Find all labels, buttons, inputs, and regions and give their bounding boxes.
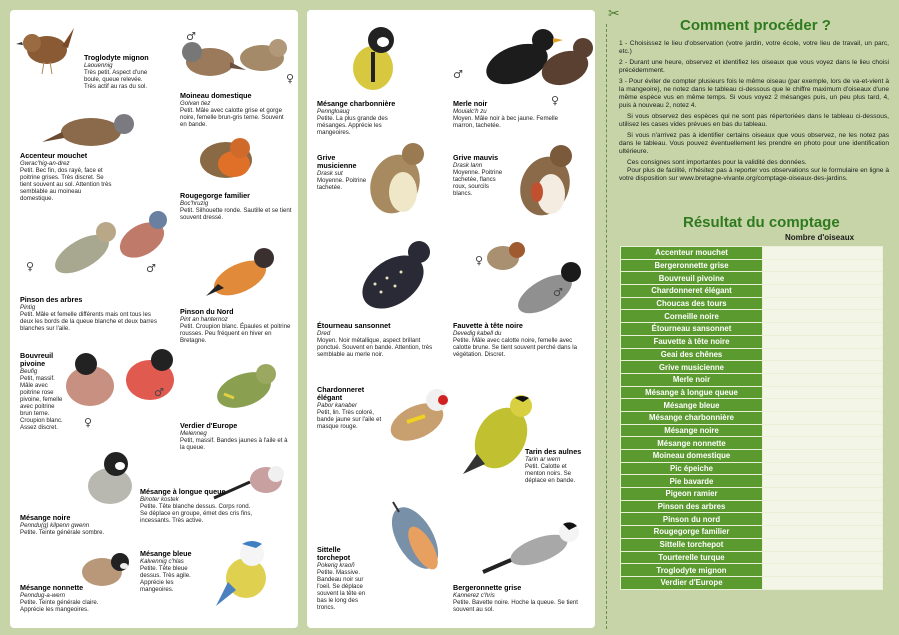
scissors-icon: ✂: [608, 6, 620, 22]
tally-species-label: Étourneau sansonnet: [621, 323, 763, 336]
tally-row: [621, 576, 883, 589]
tally-species-label: Moineau domestique: [621, 450, 763, 463]
species-page-2: Mésange charbonnière Penngloaug Petite. La plus grande des mésanges. Apprécie les mangeoires. ♂ ♀ Merle noir Mouialc'h zu Moyen. Mâle noir à bec jaune. Femelle marron, tachetée. Grive musicienne Drask sut Moyenne. Poitrine tachetée. Grive mauvis Drask lann Moyenne. Poitrine tachetée, flancs roux, sourcils blancs. Étourneau sansonnet Dred Moyen. Noir métallique, aspect brillant ponctué. Souvent en bande. Attention, très semblable au merle noir. ♀ ♂ Fauvette à tête noire Devedig kabell du Petite. Mâle avec calotte noire, femelle avec calotte brune. Se tient souvent perché dans la végétation. Discret. Chardonneret élégant Pabor kanaber Petit, lin. Très coloré, bande jaune sur l'aile et masque rouge. Tarin des aulnes Tarin ar wern Petit. Calotte et menton noirs. Se déplace en bande. Sittelle torchepot Pokerig kraoñ Petite. Massive. Bandeau noir sur l'oeil. Se déplace souvent la tête en bas le long des troncs. Bergeronnette grise Kannerez c'hris Petite. Bavette noire. Hoche la queue. Se tient souvent au sol.: [307, 10, 595, 628]
tally-row: [621, 272, 883, 285]
tally-species-label: Sittelle torchepot: [621, 538, 763, 551]
count-column-header: Nombre d'oiseaux: [785, 233, 855, 242]
procedure-note-1: Si vous observez des espèces qui ne sont pas répertoriées dans le tableau ci-dessous, utilisez les cases vides prévues en bas du tableau.: [619, 113, 889, 128]
bouvreuil-illustration: [50, 336, 182, 426]
tally-count-cell[interactable]: [763, 564, 883, 577]
species-bergeronnette: Bergeronnette grise Kannerez c'hris Petite. Bavette noire. Hoche la queue. Se tient souvent au sol.: [453, 583, 579, 613]
species-pinson-nord: Pinson du Nord Pint an hanternoz Petit. Croupion blanc. Épaules et poitrine rousses. Peu fréquent en hiver en Bretagne.: [180, 307, 291, 344]
species-troglodyte: Troglodyte mignon Laouennig Très petit. Aspect d'une boule, queue relevée. Très actif au ras du sol.: [84, 53, 149, 90]
tally-count-cell[interactable]: [763, 462, 883, 475]
tally-species-label: Pigeon ramier: [621, 488, 763, 501]
tally-row: [621, 500, 883, 513]
tally-row: [621, 538, 883, 551]
species-chardonneret: Chardonneret élégant Pabor kanaber Petit, lin. Très coloré, bande jaune sur l'aile et masque rouge.: [317, 385, 382, 430]
tally-species-label: Merle noir: [621, 373, 763, 386]
tally-row: [621, 373, 883, 386]
tally-row: [621, 564, 883, 577]
species-grive-musicienne: Grive musicienne Drask sut Moyenne. Poitrine tachetée.: [317, 153, 367, 191]
tally-species-label: Choucas des tours: [621, 297, 763, 310]
procedure-note-4: Pour plus de facilité, n'hésitez pas à reporter vos observations sur le formulaire en ligne à votre disposition sur www.bretagne-vivante.org/comptage-oiseaux-des-jardins.: [619, 167, 889, 182]
species-charbonniere: Mésange charbonnière Penngloaug Petite. La plus grande des mésanges. Apprécie les mangeoires.: [317, 99, 396, 136]
species-mesange-bleue: Mésange bleue Kalvennig c'hlas Petite. Tête bleue dessus. Très agile. Apprécie les mangeoires.: [140, 549, 192, 593]
species-moineau: Moineau domestique Golvan tiez Petit. Mâle avec calotte grise et gorge noire, femelle brun-gris terne. Souvent en bande.: [180, 91, 284, 128]
tally-species-label: Pinson du nord: [621, 513, 763, 526]
species-longue-queue: Mésange à longue queue Binoter kostek Petite. Tête blanche dessus. Corps rond. Se déplace en groupe, émet des cris fins, incessants. Très active.: [140, 487, 253, 524]
verdier-illustration: [204, 358, 288, 416]
tally-count-cell[interactable]: [763, 411, 883, 424]
bergeronnette-illustration: [479, 510, 589, 590]
tally-species-label: Mésange bleue: [621, 399, 763, 412]
species-grive-mauvis: Grive mauvis Drask lann Moyenne. Poitrine tachetée, flancs roux, sourcils blancs.: [453, 153, 503, 197]
tally-count-cell[interactable]: [763, 272, 883, 285]
tally-row: [621, 348, 883, 361]
procedure-step-2: 2 - Durant une heure, observez et identifiez les oiseaux que vous voyez dans le lieu choisi précédemment.: [619, 59, 889, 74]
tally-count-cell[interactable]: [763, 386, 883, 399]
charbonniere-illustration: [335, 18, 415, 98]
tally-row: [621, 310, 883, 323]
procedure-step-1: 1 - Choisissez le lieu d'observation (votre jardin, votre école, votre lieu de travail, un parc, etc.): [619, 40, 889, 55]
mesange-noire-illustration: [68, 442, 148, 518]
rougegorge-illustration: [182, 128, 266, 188]
species-accenteur: Accenteur mouchet Gwrac'hig-an-drez Petit. Bec fin, dos rayé, face et poitrine grises. Très discret. Se tient souvent au sol. Attention très semblable au moineau domestique.: [20, 151, 112, 202]
pinson-nord-illustration: [200, 238, 286, 308]
species-page-1: Troglodyte mignon Laouennig Très petit. Aspect d'une boule, queue relevée. Très actif au ras du sol. ♂ ♀ Moineau domestique Golvan tiez Petit. Mâle avec calotte grise et gorge noire, femelle brun-gris terne. Souvent en bande. Accenteur mouchet Gwrac'hig-an-drez Petit. Bec fin, dos rayé, face et poitrine grises. Très discret. Se tient souvent au sol. Attention très semblable au moineau domestique. Rougegorge familier Boc'hruzig Petit. Silhouette ronde. Sautille et se tient souvent dressé. ♀ ♂ Pinson des arbres Pintig Petit. Mâle et femelle différents mais ont tous les deux les bords de la queue blanche et deux barres blanches sur l'aile. Pinson du Nord Pint an hanternoz Petit. Croupion blanc. Épaules et poitrine rousses. Peu fréquent en hiver en Bretagne. ♀ ♂ Bouvreuil pivoine Beufig Petit, massif. Mâle avec poitrine rose pivoine, femelle avec poitrine brun terne. Croupion blanc. Assez discret. Verdier d'Europe Melenneg Petit, massif. Bandes jaunes à l'aile et à la queue. Mésange noire Penndu(g) kilpenn gwenn Petite. Teinte générale sombre. Mésange à longue queue Binoter kostek Petite. Tête blanche dessus. Corps rond. Se déplace en groupe, émet des cris fins, incessants. Très active. Mésange bleue Kalvennig c'hlas Petite. Tête bleue dessus. Très agile. Apprécie les mangeoires. Mésange nonnette Penndug-a-wern Petite. Teinte générale claire. Apprécie les mangeoires.: [10, 10, 298, 628]
procedure-note-2: Si vous n'arrivez pas à identifier certains oiseaux que vous observez, ne les notez pas dans le tableau. Vous pouvez éventuellement les prendre en photo pour une identification ultérieure.: [619, 132, 889, 155]
tally-species-label: Mésange charbonnière: [621, 411, 763, 424]
tally-count-cell[interactable]: [763, 500, 883, 513]
species-merle: Merle noir Mouialc'h zu Moyen. Mâle noir à bec jaune. Femelle marron, tachetée.: [453, 99, 559, 129]
species-rougegorge: Rougegorge familier Boc'hruzig Petit. Silhouette ronde. Sautille et se tient souvent dressé.: [180, 191, 292, 221]
tally-species-label: Accenteur mouchet: [621, 247, 763, 260]
tally-row: [621, 450, 883, 463]
mesange-bleue-illustration: [206, 526, 286, 616]
tally-species-label: Grive musicienne: [621, 361, 763, 374]
tally-species-label: Mésange nonnette: [621, 437, 763, 450]
tally-table: [620, 246, 883, 590]
tally-row: [621, 361, 883, 374]
tally-row: [621, 285, 883, 298]
merle-illustration: [467, 22, 593, 106]
tally-row: [621, 551, 883, 564]
tally-species-label: Chardonneret élégant: [621, 285, 763, 298]
sittelle-illustration: [373, 488, 459, 588]
tally-row: [621, 526, 883, 539]
tally-species-label: Bergeronnette grise: [621, 259, 763, 272]
species-mesange-nonnette: Mésange nonnette Penndug-a-wern Petite. Teinte générale claire. Apprécie les mangeoires.: [20, 583, 99, 613]
species-fauvette: Fauvette à tête noire Devedig kabell du Petite. Mâle avec calotte noire, femelle avec calotte brune. Se tient souvent perché dans la végétation. Discret.: [453, 321, 577, 358]
species-mesange-noire: Mésange noire Penndu(g) kilpenn gwenn Petite. Teinte générale sombre.: [20, 513, 105, 536]
tally-count-cell[interactable]: [763, 576, 883, 589]
troglodyte-illustration: [14, 18, 84, 78]
tally-count-cell[interactable]: [763, 513, 883, 526]
tally-row: [621, 386, 883, 399]
tally-count-cell[interactable]: [763, 538, 883, 551]
tally-species-label: Verdier d'Europe: [621, 576, 763, 589]
tally-count-cell[interactable]: [763, 259, 883, 272]
tally-row: [621, 247, 883, 260]
tally-row: [621, 475, 883, 488]
tally-species-label: Bouvreuil pivoine: [621, 272, 763, 285]
procedure-text: [619, 40, 889, 186]
tally-count-cell[interactable]: [763, 488, 883, 501]
chardonneret-illustration: [377, 378, 461, 460]
etourneau-illustration: [337, 232, 447, 328]
tally-row: [621, 513, 883, 526]
tally-row: [621, 399, 883, 412]
species-verdier: Verdier d'Europe Melenneg Petit, massif. Bandes jaunes à l'aile et à la queue.: [180, 421, 288, 451]
tally-count-cell[interactable]: [763, 285, 883, 298]
tally-count-cell[interactable]: [763, 399, 883, 412]
tally-species-label: Troglodyte mignon: [621, 564, 763, 577]
tally-count-cell[interactable]: [763, 450, 883, 463]
tally-row: [621, 437, 883, 450]
tally-species-label: Corneille noire: [621, 310, 763, 323]
tally-count-cell[interactable]: [763, 348, 883, 361]
tally-count-cell[interactable]: [763, 361, 883, 374]
tally-species-label: Pic épeiche: [621, 462, 763, 475]
species-tarin: Tarin des aulnes Tarin ar wern Petit. Calotte et menton noirs. Se déplace en bande.: [525, 447, 582, 484]
species-etourneau: Étourneau sansonnet Dred Moyen. Noir métallique, aspect brillant ponctué. Souvent en bande. Attention, très semblable au merle noir.: [317, 321, 433, 358]
species-pinson-arbres: Pinson des arbres Pintig Petit. Mâle et femelle différents mais ont tous les deux les bords de la queue blanche et deux barres blanches sur l'aile.: [20, 295, 157, 332]
tally-row: [621, 424, 883, 437]
cut-line: [606, 24, 607, 629]
procedure-note-3: Ces consignes sont importantes pour la validité des données.: [627, 159, 807, 166]
tally-species-label: Mésange à longue queue: [621, 386, 763, 399]
tally-row: [621, 259, 883, 272]
species-sittelle: Sittelle torchepot Pokerig kraoñ Petite. Massive. Bandeau noir sur l'oeil. Se déplace souvent la tête en bas le long des troncs.: [317, 545, 366, 611]
tally-count-cell[interactable]: [763, 373, 883, 386]
tally-species-label: Tourterelle turque: [621, 551, 763, 564]
tally-row: [621, 411, 883, 424]
tally-count-cell[interactable]: [763, 297, 883, 310]
procedure-title: Comment procéder ?: [680, 17, 831, 34]
tally-row: [621, 323, 883, 336]
tally-species-label: Rougegorge familier: [621, 526, 763, 539]
accenteur-illustration: [36, 102, 146, 158]
tally-row: [621, 297, 883, 310]
tally-count-cell[interactable]: [763, 247, 883, 260]
procedure-step-3: 3 - Pour éviter de compter plusieurs fois le même oiseau (par exemple, lors de va-et-vient à la mangeoire), ne notez dans le tableau ci-dessous que le chiffre maximum d'oiseaux d'une même espèce vus en même temps. Si vous voyez 2 mésanges puis, un peu plus tard, 4, puis à nouveau 2, notez 4.: [619, 78, 889, 109]
tally-row: [621, 335, 883, 348]
tally-count-cell[interactable]: [763, 551, 883, 564]
tally-count-cell[interactable]: [763, 526, 883, 539]
fauvette-illustration: [475, 232, 591, 322]
tally-species-label: Pinson des arbres: [621, 500, 763, 513]
tally-species-label: Geai des chênes: [621, 348, 763, 361]
result-title: Résultat du comptage: [683, 214, 840, 231]
tally-count-cell[interactable]: [763, 424, 883, 437]
tally-count-cell[interactable]: [763, 310, 883, 323]
species-bouvreuil: Bouvreuil pivoine Beufig Petit, massif. Mâle avec poitrine rose pivoine, femelle avec poitrine brun terne. Croupion blanc. Assez discret.: [20, 351, 63, 431]
tally-count-cell[interactable]: [763, 335, 883, 348]
tally-count-cell[interactable]: [763, 475, 883, 488]
tally-species-label: Pie bavarde: [621, 475, 763, 488]
tally-row: [621, 488, 883, 501]
tally-count-cell[interactable]: [763, 437, 883, 450]
tally-species-label: Fauvette à tête noire: [621, 335, 763, 348]
grive-mauvis-illustration: [507, 136, 587, 226]
tally-count-cell[interactable]: [763, 323, 883, 336]
tally-species-label: Mésange noire: [621, 424, 763, 437]
tally-row: [621, 462, 883, 475]
